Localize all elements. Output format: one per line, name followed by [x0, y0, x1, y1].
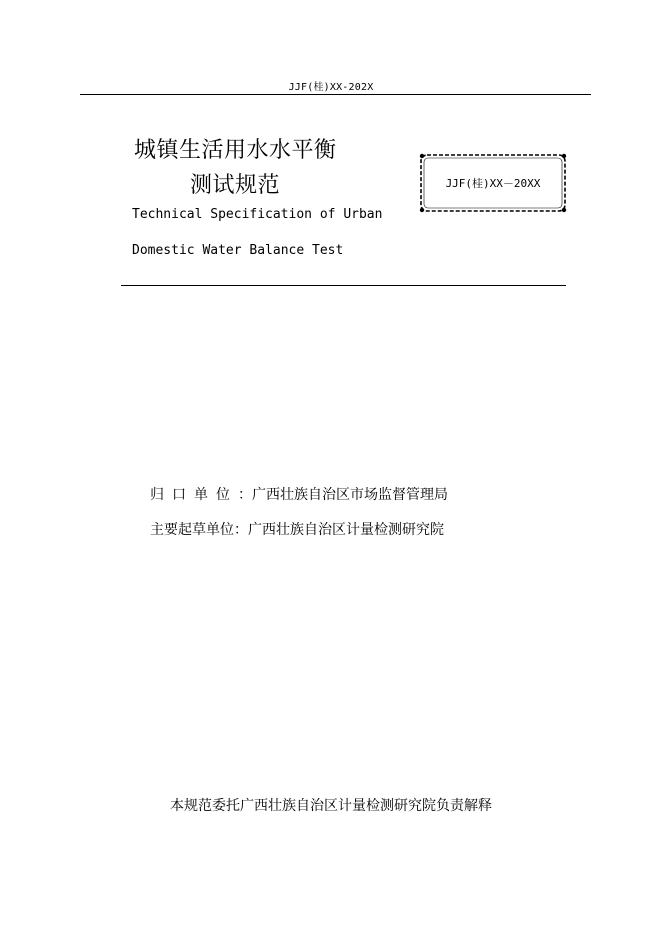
title-chinese-line-1: 城镇生活用水水平衡 [134, 138, 337, 163]
title-divider [121, 285, 566, 286]
drafting-unit-line [150, 519, 444, 539]
interpretation-note: 本规范委托广西壮族自治区计量检测研究院负责解释 [170, 798, 492, 814]
standard-code-box [418, 152, 568, 214]
standard-code-box-text: JJF(桂)XX－20XX [445, 177, 541, 190]
title-chinese-line-2: 测试规范 [190, 173, 281, 198]
header-standard-code: JJF(桂)XX-202X [288, 82, 374, 93]
title-english-line-1: Technical Specification of Urban [132, 207, 383, 222]
header-divider [80, 94, 591, 95]
centralized-unit-label: 归口单位 [150, 487, 238, 503]
centralized-unit-line [150, 484, 448, 504]
centralized-unit-separator: ： [238, 487, 252, 503]
centralized-unit-value: 广西壮族自治区市场监督管理局 [252, 487, 448, 503]
drafting-unit-label: 主要起草单位： [150, 522, 248, 538]
title-english-line-2: Domestic Water Balance Test [132, 243, 344, 258]
drafting-unit-value: 广西壮族自治区计量检测研究院 [248, 522, 444, 538]
